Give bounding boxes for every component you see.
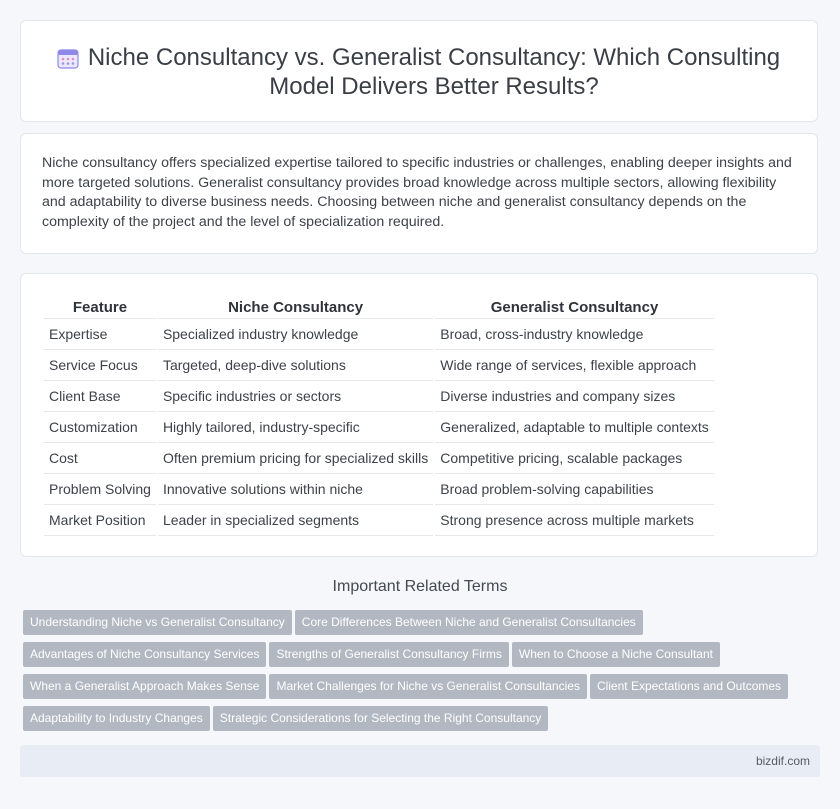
- intro-card: [20, 133, 818, 254]
- related-terms-list: [23, 610, 813, 738]
- table-cell: Specific industries or sectors: [158, 381, 433, 412]
- related-term-tag[interactable]: Understanding Niche vs Generalist Consultancy: [23, 610, 292, 635]
- table-row: [44, 319, 714, 350]
- table-row: [44, 443, 714, 474]
- table-row: [44, 350, 714, 381]
- related-term-tag[interactable]: Market Challenges for Niche vs Generalist Consultancies: [269, 674, 586, 699]
- related-term-tag[interactable]: Adaptability to Industry Changes: [23, 706, 210, 731]
- related-term-tag[interactable]: Client Expectations and Outcomes: [590, 674, 788, 699]
- table-cell: Broad problem-solving capabilities: [435, 474, 714, 505]
- related-term-tag[interactable]: When to Choose a Niche Consultant: [512, 642, 720, 667]
- comparison-card: [20, 273, 818, 557]
- table-cell: Generalized, adaptable to multiple contexts: [435, 412, 714, 443]
- table-cell: Strong presence across multiple markets: [435, 505, 714, 536]
- intro-paragraph: Niche consultancy offers specialized expertise tailored to specific industries or challenges, enabling deeper insights and more targeted solutions. Generalist consultancy provides broad knowledge across multiple sectors, allowing flexibility and adaptability to diverse business needs. Choosing between niche and generalist consultancy depends on the complexity of the project and the level of specialization required.: [42, 155, 792, 230]
- table-row: [44, 474, 714, 505]
- table-header-row: [44, 296, 714, 319]
- related-term-tag[interactable]: Advantages of Niche Consultancy Services: [23, 642, 266, 667]
- comparison-table: [42, 296, 716, 536]
- table-cell: Market Position: [44, 505, 156, 536]
- table-cell: Leader in specialized segments: [158, 505, 433, 536]
- related-term-tag[interactable]: Strategic Considerations for Selecting the Right Consultancy: [213, 706, 549, 731]
- table-row: [44, 412, 714, 443]
- table-cell: Expertise: [44, 319, 156, 350]
- table-cell: Broad, cross-industry knowledge: [435, 319, 714, 350]
- related-term-tag[interactable]: When a Generalist Approach Makes Sense: [23, 674, 266, 699]
- table-cell: Often premium pricing for specialized skills: [158, 443, 433, 474]
- table-cell: Highly tailored, industry-specific: [158, 412, 433, 443]
- table-cell: Customization: [44, 412, 156, 443]
- table-cell: Specialized industry knowledge: [158, 319, 433, 350]
- table-cell: Targeted, deep-dive solutions: [158, 350, 433, 381]
- related-term-tag[interactable]: Core Differences Between Niche and Generalist Consultancies: [295, 610, 643, 635]
- header-niche: Niche Consultancy: [158, 296, 433, 319]
- header-feature: Feature: [44, 296, 156, 319]
- header-generalist: Generalist Consultancy: [435, 296, 714, 319]
- table-cell: Cost: [44, 443, 156, 474]
- footer: [20, 745, 820, 777]
- table-cell: Diverse industries and company sizes: [435, 381, 714, 412]
- table-row: [44, 381, 714, 412]
- table-row: [44, 505, 714, 536]
- table-cell: Wide range of services, flexible approach: [435, 350, 714, 381]
- footer-site-link[interactable]: bizdif.com: [755, 754, 810, 768]
- table-cell: Client Base: [44, 381, 156, 412]
- table-cell: Competitive pricing, scalable packages: [435, 443, 714, 474]
- related-terms-heading: Important Related Terms: [332, 578, 508, 595]
- title-card: [20, 20, 818, 122]
- page-title: Niche Consultancy vs. Generalist Consultancy: Which Consulting Model Delivers Better Results?: [87, 44, 781, 100]
- table-cell: Service Focus: [44, 350, 156, 381]
- table-cell: Problem Solving: [44, 474, 156, 505]
- related-term-tag[interactable]: Strengths of Generalist Consultancy Firms: [269, 642, 508, 667]
- table-cell: Innovative solutions within niche: [158, 474, 433, 505]
